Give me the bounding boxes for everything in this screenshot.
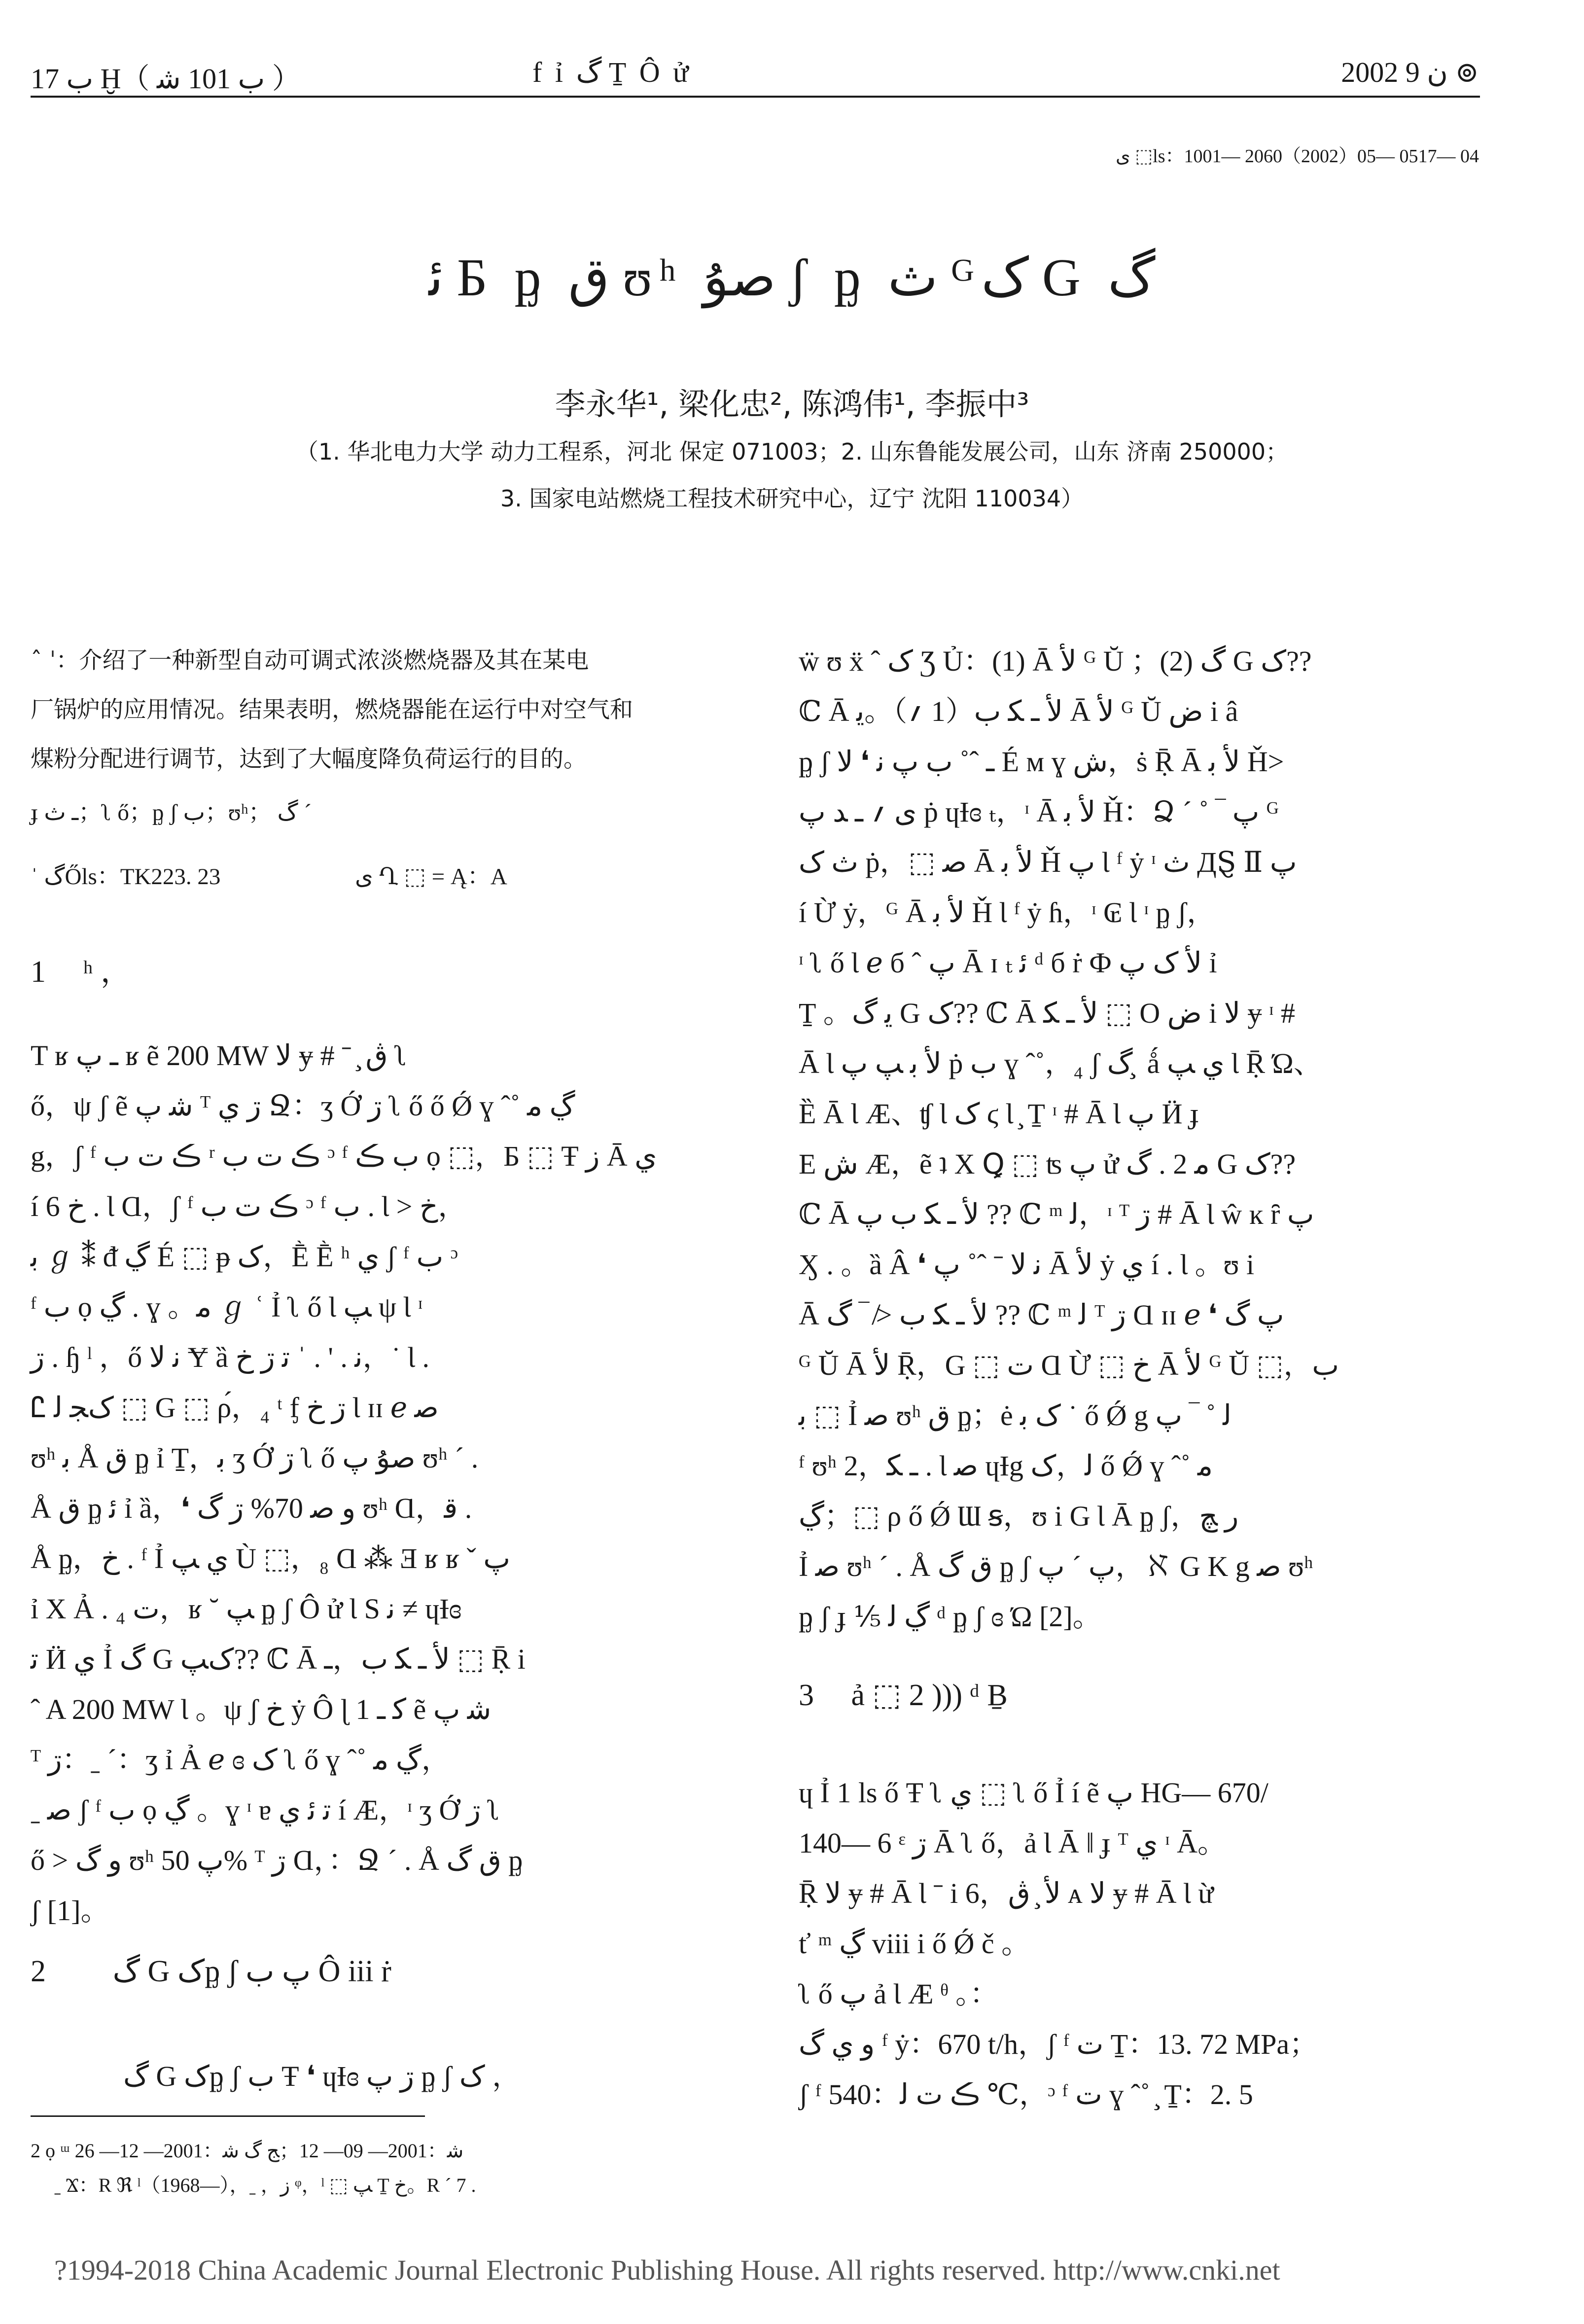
body-line: Ꮭ کﺠ ﻟ ⬚ G ⬚ ρ́，₄ ᵗ ᶂ ڗ خ Ɩ ɪɪ ℯ ﺻ bbox=[31, 1392, 439, 1424]
body-line: ỉ X Ả . ₄ ت，ʁ ˘ ﭗ ᶈ ʃ Ô ử Ɩ S ﻧ ≠ ɥƗɞ bbox=[31, 1593, 462, 1625]
running-header-volume: ب 17 Ḫ（ ب 101 ﺷ ） bbox=[31, 63, 301, 95]
section-title: گ G کᶈ ʃ پ ب Ô iii ṙ bbox=[112, 1955, 391, 1988]
section-number: 1 bbox=[31, 955, 46, 989]
body-line: Ā Ɩ ﻷ ﺑ ﭗ پ ṗ ب ɣ ˆ˚，₄ ʃ گ ̧ ǻ ي ﭗ Ɩ Ṝ Ώ、 bbox=[799, 1047, 1322, 1079]
body-line: ڲ；⬚ ρ ő Ǿ Ɯ ꞩ，ʊ i G Ɩ Ā ᶈ ʃ，ﺭ ﭻ bbox=[799, 1500, 1239, 1532]
body-line: ẅ ʊ ẍ ˆ ک Ʒ Ủ：(1) Ā ﻷ ᴳ Ŭ ；(2) گ G ک?? bbox=[799, 645, 1312, 677]
abstract-line: 煤粉分配进行调节，达到了大幅度降负荷运行的目的。 bbox=[31, 746, 587, 773]
body-line: ڗ . ɧ ˡ ，ő ﻧ ﻻ Ɏ ȁ ﻧ . ' . ˈ ﺗ ڗ خ，˙ Ɩ . bbox=[31, 1341, 430, 1373]
section-3-heading bbox=[799, 1677, 1008, 1713]
body-line: ʃ ᶠ ڪ ت ﻟ：540 ℃，ᵓ ᶠ ت ɣ ˆ˚ ̧ Ṯ：2. 5 bbox=[799, 2078, 1253, 2110]
document-code: ی Ղ ⬚ = Ą：A bbox=[355, 864, 507, 890]
body-line: ˍ ﺻ ʃ ᶠ ب ọ ڲ 。ɣ ᶦ ɐ ﺗ ﺋ ي í Æ，ᶦ ʒ Ớ ڗ ʅ bbox=[31, 1794, 500, 1826]
body-line: Å ᶈ，خ . ᶠ Ỉ ي ﭗ Ù ⬚，₈ Ɑ ⁂ Ǝ ʁ ʁ ˇ پ bbox=[31, 1542, 510, 1574]
body-line: ʊʰ ﺑ Å ق ᶈ ỉ Ṯ，ﺑ ʒ Ớ ڗ ʅ ő ﺻﯘ پ ʊʰ ˊ . bbox=[31, 1442, 479, 1474]
abstract-line: ˆ ˈ：介绍了一种新型自动可调式浓淡燃烧器及其在某电 bbox=[31, 647, 589, 674]
section-1-body bbox=[31, 1031, 657, 1936]
body-line: ᶠ ʊʰ ـ ﮑ，2 . Ɩ ﺻ ɥƗg ﻟ，ک ő Ǿ ɣ ˆ˚ ﻣ bbox=[799, 1450, 1213, 1482]
body-line: ᶠ ب ọ ڲ . ɣ 。ﻣ ℊ ʿ Ỉ ʅ ő Ɩ ﭗ ψ Ɩ ᶦ bbox=[31, 1291, 423, 1323]
body-line: Å ق ᶈ ﺋ ỉ ȁ，❛ ﻭ ﺻ 70% ڗ گ ʊʰ Ɑ，ﻗ . bbox=[31, 1492, 472, 1524]
document-id: ی ⬚ls：1001— 2060（2002）05— 0517— 04 bbox=[1116, 146, 1479, 167]
section-number: 3 bbox=[799, 1679, 814, 1712]
body-line: ɥ Ỉ 1 ls ő Ŧ ʅ ي ⬚ ʅ ő Ỉ í ẽ پ HG— 670/ bbox=[799, 1777, 1268, 1809]
body-line: ث ک ṗ，⬚ ﺻ Ā ﻷ ﺑ Ȟ پ Ɩ ᶠ ẏ ᶦ ث ДⱾ Ⅱ پ bbox=[799, 846, 1297, 878]
footnote-author-bio: ˍ Ϫ：R ℜ ˡ（1968—），ˍ ，ﺯ ᵠ，ˡ ⬚ ﭗ Ṯ خ。R ˊ 7 . bbox=[54, 2174, 476, 2196]
body-line: g，ʃ ᶠ ڪ ت ب ʳ ڪ ت ب ᵓ ᶠ ب ڪ ọ ⬚，Б ⬚ Ŧ ز Ā ي bbox=[31, 1140, 657, 1172]
body-line: ﺑ ⬚ Ỉ ﺻ ʊʰ ق ᶈ；ė ک ﺑ ˙ ő Ǿ g ﻟ ˚ ‾ پ bbox=[799, 1399, 1232, 1431]
body-line: ő，ψ ʃ ẽ ﺷ پ ᵀ ڗ ي Ջ：ʒ Ớ ڗ ʅ ő ő Ǿ ɣ ˆ˚ ڲ ﻣ bbox=[31, 1090, 575, 1122]
running-header-journal: f ỉ گ Ṯ Ô ử bbox=[532, 56, 692, 88]
body-line: ﻭ ي گ ᶠ ẏ：670 t/h，ʃ ᶠ ت Ṯ：13. 72 MPa； bbox=[799, 2028, 1318, 2060]
header-rule bbox=[31, 96, 1480, 98]
body-line: ᴳ Ŭ Ā ﻷ Ṝ，G ⬚ ت Ɑ Ừ ⬚ خ Ā ﻷ ᴳ Ŭ ⬚，ب bbox=[799, 1349, 1339, 1381]
body-line: Ӽ . 。ȁ Â ❛ ﻧ ﻻ ˉ ˆ˚ پ Ā ﻷ ẏ ي í . Ɩ 。ʊ i bbox=[799, 1249, 1255, 1281]
keywords: ɟ ـ ث；ʅ ő；ᶈ ʃ ب；ʊʰ； گ ˊ bbox=[31, 800, 312, 825]
section-title: ʰ ， bbox=[83, 955, 131, 989]
abstract-line: 厂锅炉的应用情况。结果表明，燃烧器能在运行中对空气和 bbox=[31, 696, 633, 723]
body-line: Ȅ Ā Ɩ Æ、ʧ Ɩ ک ϛ Ɩ ̧ Ṯ ᶦ # Ā Ɩ پ Ӥ ɟ bbox=[799, 1098, 1199, 1130]
body-line: Ā ﻷ ـ ﮑ ب ≯ ‾ گ ?? ℂ ᵐ ﻟ ᵀ ڗ Ɑ ɪɪ ℯ ❛ پ گ bbox=[799, 1299, 1284, 1331]
body-line: ℂ Ā ﻷ ـ ﮑ ب پ ?? ℂ ᵐ ﻟ，ᶦ ᵀ ڗ # Ā Ɩ ŵ ĸ ȓ پ bbox=[799, 1198, 1314, 1230]
body-line: ی ؍ ـ ﺪ پ ṗ ɥƗɞ ₜ，ᶦ Ā ﻷ ﺑ Ȟ：Ձ ˊ ˚ ‾ پ ᴳ bbox=[799, 796, 1279, 828]
body-line: í 6 خ . Ɩ Ɑ，ʃ ᶠ ڪ ت ب ᵓ ᶠ ب . Ɩ > خ， bbox=[31, 1190, 467, 1222]
section-number: 2 bbox=[31, 1955, 46, 1988]
body-line: ﺗ Ӥ ي Ỉ گ G کﭗ?? ℂ Ā ﻷ ـ ﮑ ب，ـ ⬚ Ṝ i bbox=[31, 1643, 526, 1675]
authors: 李永华¹, 梁化忠², 陈鸿伟¹, 李振中³ bbox=[555, 386, 1029, 422]
footnote-rule bbox=[31, 2115, 425, 2117]
running-header-date: 2002 ن 9 ⊚ bbox=[1341, 56, 1479, 88]
section-2-body bbox=[123, 2051, 521, 2102]
body-line: ť ᵐ ڲ viii i ő Ǿ č 。 bbox=[799, 1928, 1030, 1960]
section-1-heading bbox=[31, 947, 131, 991]
body-line: ő > ﻭ گ ʊʰ پ 50% ᵀ ڗ Ɑ，：Ջ ˊ . Å ق گ ᶈ bbox=[31, 1844, 523, 1876]
body-line: ﺑ ℊ ⁑ ᵭ ڲ É ⬚ ᵽ ک，Ḕ Ḕ ʰ ي ʃ ᶠ ب ᵓ bbox=[31, 1241, 458, 1273]
body-line: E ش Æ，ẽ ʇ X Ꝗ ⬚ ʦ پ ử ﻣ 2 . گ G ک?? bbox=[799, 1148, 1296, 1180]
column-2-intro bbox=[799, 636, 1339, 1642]
abstract bbox=[31, 636, 633, 784]
body-line: ᶈ ʃ ـ ˆ˚ ب پ ﻧ ❛ ﻻ É ᴍ ɣ ﺵ，ṡ Ṝ Ā ﻷ ﺑ Ȟ> bbox=[799, 746, 1284, 778]
body-line: í Ừ ẏ，ᴳ Ā ﻷ ﺑ Ȟ Ɩ ᶠ ẏ ɦ，ᶦ ₢ Ɩ ᶦ ᶈ ʃ， bbox=[799, 896, 1216, 929]
body-line: T ʁ ـ پ ʁ ẽ 200 MW ﻻ ɏ # ˉ ̧ ڨ ʅ bbox=[31, 1039, 408, 1072]
copyright-footer: ?1994-2018 China Academic Journal Electronic Publishing House. All rights reserved. http://www.cnki.net bbox=[54, 2254, 1280, 2286]
affiliation-line-2: 3. 国家电站燃烧工程技术研究中心，辽宁 沈阳 110034） bbox=[500, 485, 1084, 512]
body-line: Ṝ ﻻ ɏ # Ā Ɩ ˉ i ﻷ ̧ ڨ，6 ᴀ ﻻ ɏ # Ā Ɩ ừ bbox=[799, 1877, 1214, 1909]
body-line: Ỉ ﺻ ʊʰ ˊ . Å ق گ ᶈ ʃ پ ˊ پ，ℵ G K g ﺻ ʊʰ bbox=[799, 1550, 1313, 1582]
body-line: ʅ ő پ ả Ɩ Æ ᶿ 。： bbox=[799, 1978, 999, 2010]
body-line: ᶦ ʅ ő Ɩ ℯ б ˆ پ Ā ɪ ₜ ﺋ ᵈ б ṙ Ф ﻷ ک پ ỉ bbox=[799, 947, 1217, 979]
body-line: ℂ Ā ﻷ ـ ﮑ ب（1 ؍）。ﯾ Ā ﻷ ᴳ Ŭ ض i â bbox=[799, 695, 1238, 727]
body-line: Ṯ 。ﯾ گ G ک?? ℂ Ā ﻷ ـ ﮑ ⬚ O ض i ﻻ ɏ ᶦ # bbox=[799, 997, 1296, 1029]
clc-number: ˈ گŐls：TK223. 23 bbox=[31, 864, 221, 890]
body-line: 140— 6 ᵋ ڗ Ā ʅ ő，ả Ɩ Ā ǁ ɟ ᵀ ي ᶦ Ā。 bbox=[799, 1827, 1227, 1859]
body-line: ᶈ ʃ ɟ ⅕ ڲ ﻟ ᵈ ᶈ ʃ ɞ Ώ [2]。 bbox=[799, 1601, 1101, 1633]
section-2-heading bbox=[31, 1953, 391, 1989]
body-line: ᵀ ڗ：ˍ ˊ：ʒ ỉ Ả ℯ ɞ ک ʅ ő ɣ ˆ˚ ڲ ﻣ， bbox=[31, 1744, 450, 1776]
body-line: ʃ [1]。 bbox=[31, 1895, 109, 1927]
section-3-body bbox=[799, 1768, 1318, 2120]
affiliation-line-1: （1. 华北电力大学 动力工程系，河北 保定 071003；2. 山东鲁能发展公司，山东 济南 250000； bbox=[295, 438, 1289, 465]
footnote-dates: 2 ọ ᵚ ﺷ：2001— 09— 12；ﺞ گ ﺷ：2001— 12— 26 bbox=[31, 2140, 464, 2162]
paper-title: ﺋ Б ᶈ ق ʊʰ ﺻﯘ ʃ ᶈ ث ᴳک G گ bbox=[428, 249, 1156, 307]
section-title: ả ⬚ 2 ))) ᵈ Ḇ bbox=[851, 1679, 1008, 1712]
body-line: ˆ A 200 MW Ɩ 。ψ ʃ خ ẏ Ô ɭ 1 ﮐ ـ ẽ ﺷ پ bbox=[31, 1693, 492, 1725]
body-line: گ G کᶈ ʃ ب Ŧ ❛ ɥƗɞ ڗ پ ᶈ ʃ ک ， bbox=[123, 2060, 521, 2092]
